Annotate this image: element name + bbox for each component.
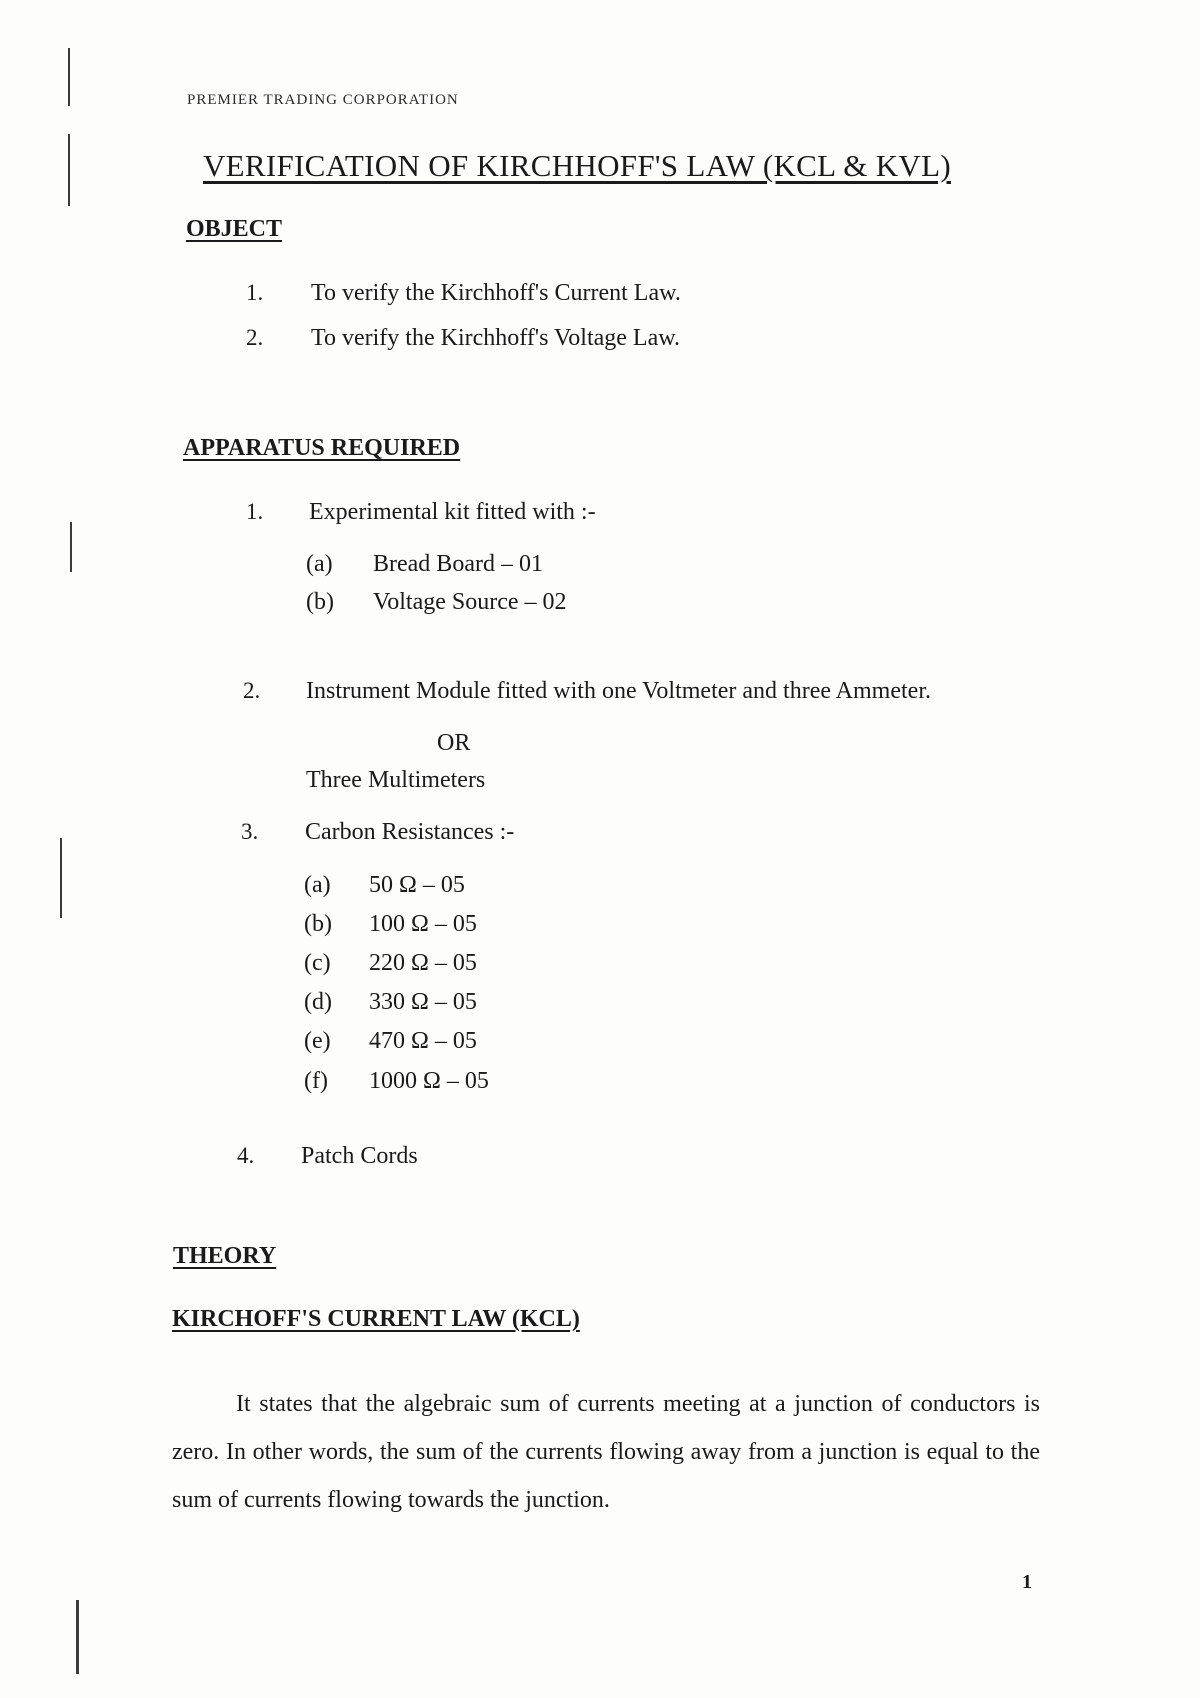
resistance-d-label: (d)	[304, 989, 332, 1015]
apparatus-item-2-alt: Three Multimeters	[306, 767, 486, 793]
page-number: 1	[1022, 1571, 1032, 1593]
resistance-f-text: 1000 Ω – 05	[369, 1068, 489, 1094]
apparatus-item-1-sub-b-text: Voltage Source – 02	[373, 589, 567, 615]
apparatus-item-3-number: 3.	[241, 819, 259, 844]
resistance-b-text: 100 Ω – 05	[369, 911, 477, 937]
scan-mark	[76, 1600, 79, 1674]
scan-mark	[60, 838, 62, 918]
apparatus-item-1-sub-b-label: (b)	[306, 589, 334, 615]
apparatus-item-2-number: 2.	[243, 678, 261, 703]
apparatus-item-4-number: 4.	[237, 1143, 255, 1168]
scan-mark	[70, 522, 72, 572]
resistance-e-text: 470 Ω – 05	[369, 1028, 477, 1054]
page-title: VERIFICATION OF KIRCHHOFF'S LAW (KCL & KVL)	[203, 148, 951, 183]
kcl-paragraph: It states that the algebraic sum of currents meeting at a junction of conductors is zero. In other words, the sum of the currents flowing away from a junction is equal to the sum of currents flowing towards the junction.	[172, 1391, 1040, 1513]
object-item-1-number: 1.	[246, 280, 264, 305]
scan-mark	[68, 48, 70, 106]
apparatus-item-4-text: Patch Cords	[301, 1143, 418, 1169]
resistance-b-label: (b)	[304, 911, 332, 937]
resistance-e-label: (e)	[304, 1028, 331, 1054]
apparatus-item-1-text: Experimental kit fitted with :-	[309, 499, 596, 525]
apparatus-item-1-sub-a-label: (a)	[306, 551, 333, 577]
resistance-a-text: 50 Ω – 05	[369, 872, 465, 898]
object-item-2-number: 2.	[246, 325, 264, 350]
company-header: PREMIER TRADING CORPORATION	[187, 92, 459, 108]
apparatus-item-1-number: 1.	[246, 499, 264, 524]
theory-heading: THEORY	[173, 1243, 277, 1269]
kcl-heading: KIRCHOFF'S CURRENT LAW (KCL)	[172, 1306, 580, 1332]
apparatus-item-2-or: OR	[437, 730, 471, 756]
object-item-1-text: To verify the Kirchhoff's Current Law.	[311, 280, 681, 306]
apparatus-item-2-text: Instrument Module fitted with one Voltmeter and three Ammeter.	[306, 678, 931, 704]
resistance-a-label: (a)	[304, 872, 331, 898]
apparatus-heading: APPARATUS REQUIRED	[183, 435, 461, 461]
object-heading: OBJECT	[186, 216, 283, 242]
resistance-c-label: (c)	[304, 950, 331, 976]
resistance-d-text: 330 Ω – 05	[369, 989, 477, 1015]
object-item-2-text: To verify the Kirchhoff's Voltage Law.	[311, 325, 680, 351]
scan-mark	[68, 134, 70, 206]
apparatus-item-3-text: Carbon Resistances :-	[305, 819, 515, 845]
resistance-f-label: (f)	[304, 1068, 328, 1094]
resistance-c-text: 220 Ω – 05	[369, 950, 477, 976]
apparatus-item-1-sub-a-text: Bread Board – 01	[373, 551, 543, 577]
